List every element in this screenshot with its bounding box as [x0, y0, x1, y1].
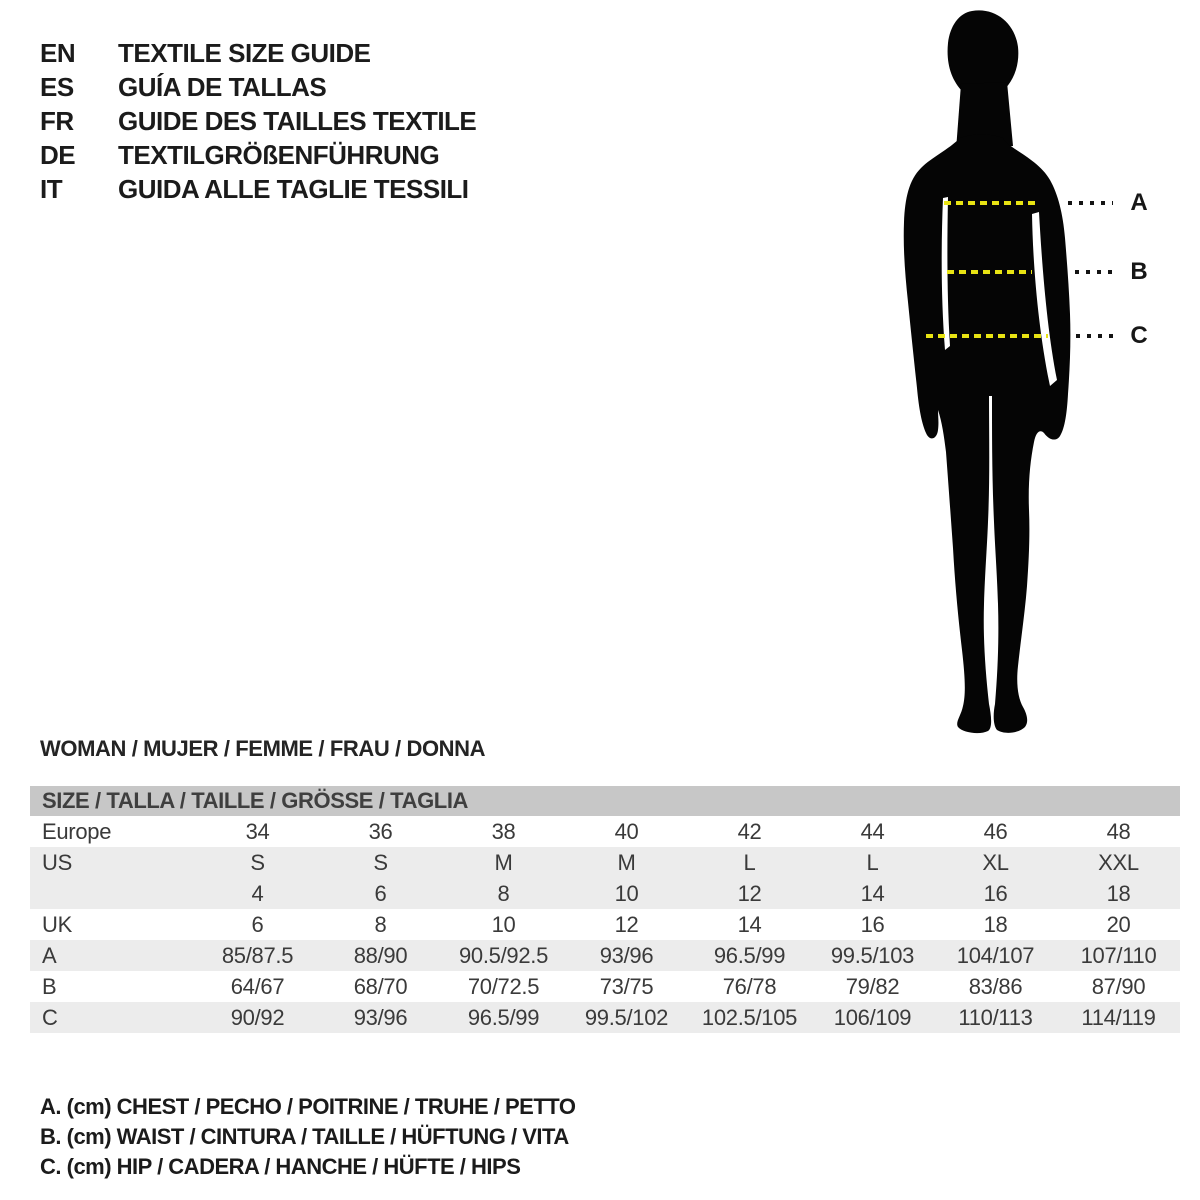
table-row-us-numeric [30, 878, 1180, 909]
size-table [30, 786, 1180, 1033]
size-cell: 12 [614, 912, 639, 937]
size-cell: 6 [251, 912, 264, 937]
section-title: WOMAN / MUJER / FEMME / FRAU / DONNA [40, 736, 486, 761]
size-cell: 87/90 [1091, 974, 1146, 999]
size-cell: 14 [860, 881, 885, 906]
size-cell: 14 [737, 912, 762, 937]
size-cell: M [494, 850, 513, 875]
size-cell: 102.5/105 [701, 1005, 798, 1030]
size-cell: 44 [860, 819, 885, 844]
size-cell: 64/67 [230, 974, 285, 999]
table-row-hip-c [30, 1002, 1180, 1033]
lang-code: DE [40, 140, 76, 170]
legend-line-chest: A. (cm) CHEST / PECHO / POITRINE / TRUHE / PETTO [40, 1094, 576, 1119]
hip-extension-dots [1076, 334, 1113, 338]
lang-row-de [40, 138, 476, 172]
size-cell: 38 [491, 819, 516, 844]
size-cell: XL [982, 850, 1009, 875]
waist-extension-dots [1075, 270, 1113, 274]
size-cell: 106/109 [833, 1005, 912, 1030]
lang-row-en [40, 36, 476, 70]
row-label: C [42, 1005, 58, 1030]
size-cell: 42 [737, 819, 762, 844]
lang-row-it [40, 172, 476, 206]
size-cell: 93/96 [353, 1005, 408, 1030]
size-cell: 36 [368, 819, 393, 844]
legend-line-waist: B. (cm) WAIST / CINTURA / TAILLE / HÜFTUNG / VITA [40, 1124, 569, 1149]
size-cell: 8 [374, 912, 387, 937]
table-row-waist-b [30, 971, 1180, 1002]
size-cell: 110/113 [958, 1005, 1033, 1030]
table-row-chest-a [30, 940, 1180, 971]
size-cell: 18 [983, 912, 1008, 937]
size-cell: 107/110 [1080, 943, 1157, 968]
silhouette-body [904, 134, 1071, 733]
size-cell: 76/78 [722, 974, 777, 999]
marker-label-b: B [1130, 258, 1148, 285]
size-cell: 10 [491, 912, 516, 937]
row-label: US [42, 850, 72, 875]
lang-title: GUIDA ALLE TAGLIE TESSILI [118, 174, 469, 204]
size-cell: 79/82 [845, 974, 900, 999]
waist-measure-dash-line [947, 270, 1032, 274]
size-cell: 16 [860, 912, 885, 937]
size-cell: 34 [245, 819, 270, 844]
size-cell: 99.5/102 [584, 1005, 669, 1030]
size-cell: S [373, 850, 388, 875]
size-cell: 46 [983, 819, 1008, 844]
size-cell: 99.5/103 [830, 943, 915, 968]
size-cell: 96.5/99 [713, 943, 786, 968]
size-table-header: SIZE / TALLA / TAILLE / GRÖSSE / TAGLIA [30, 786, 1180, 816]
table-row-uk [30, 909, 1180, 940]
size-cell: 4 [251, 881, 264, 906]
woman-silhouette [888, 0, 1088, 740]
size-cell: 104/107 [956, 943, 1035, 968]
size-cell: 85/87.5 [221, 943, 294, 968]
row-label: A [42, 943, 57, 968]
measurement-legend [40, 1092, 575, 1182]
size-cell: 68/70 [353, 974, 408, 999]
measurement-figure [888, 0, 1088, 740]
size-cell: 83/86 [968, 974, 1023, 999]
lang-row-fr [40, 104, 476, 138]
size-cell: 96.5/99 [467, 1005, 540, 1030]
table-row-us [30, 847, 1180, 878]
table-row-europe [30, 816, 1180, 847]
size-cell: L [743, 850, 756, 875]
size-cell: 6 [374, 881, 387, 906]
lang-code: IT [40, 174, 63, 204]
lang-code: ES [40, 72, 74, 102]
size-cell: 90.5/92.5 [458, 943, 549, 968]
row-label: B [42, 974, 57, 999]
size-cell: 18 [1106, 881, 1131, 906]
lang-title: TEXTILE SIZE GUIDE [118, 38, 371, 68]
row-label: UK [42, 912, 72, 937]
marker-label-a: A [1130, 189, 1148, 216]
size-cell: 93/96 [599, 943, 654, 968]
row-label: Europe [42, 819, 112, 844]
lang-code: FR [40, 106, 74, 136]
lang-title: GUIDE DES TAILLES TEXTILE [118, 106, 477, 136]
size-cell: S [250, 850, 265, 875]
size-cell: XXL [1098, 850, 1139, 875]
size-cell: 12 [737, 881, 762, 906]
chest-extension-dots [1068, 201, 1113, 205]
language-title-block [40, 36, 476, 206]
lang-title: GUÍA DE TALLAS [118, 72, 327, 102]
hip-measure-dash-line [926, 334, 1048, 338]
size-cell: 8 [497, 881, 510, 906]
row-label [30, 878, 196, 909]
chest-measure-dash-line [944, 201, 1040, 205]
size-cell: 70/72.5 [467, 974, 540, 999]
size-cell: 10 [614, 881, 639, 906]
size-cell: 90/92 [230, 1005, 285, 1030]
size-cell: 48 [1106, 819, 1131, 844]
size-cell: 20 [1106, 912, 1131, 937]
size-cell: 114/119 [1081, 1005, 1156, 1030]
size-cell: L [866, 850, 879, 875]
size-cell: 88/90 [353, 943, 408, 968]
size-cell: 40 [614, 819, 639, 844]
lang-title: TEXTILGRÖßENFÜHRUNG [118, 140, 440, 170]
size-cell: M [617, 850, 636, 875]
size-cell: 16 [983, 881, 1008, 906]
lang-row-es [40, 70, 476, 104]
marker-label-c: C [1130, 322, 1148, 349]
lang-code: EN [40, 38, 76, 68]
legend-line-hip: C. (cm) HIP / CADERA / HANCHE / HÜFTE / HIPS [40, 1154, 521, 1179]
size-cell: 73/75 [599, 974, 654, 999]
